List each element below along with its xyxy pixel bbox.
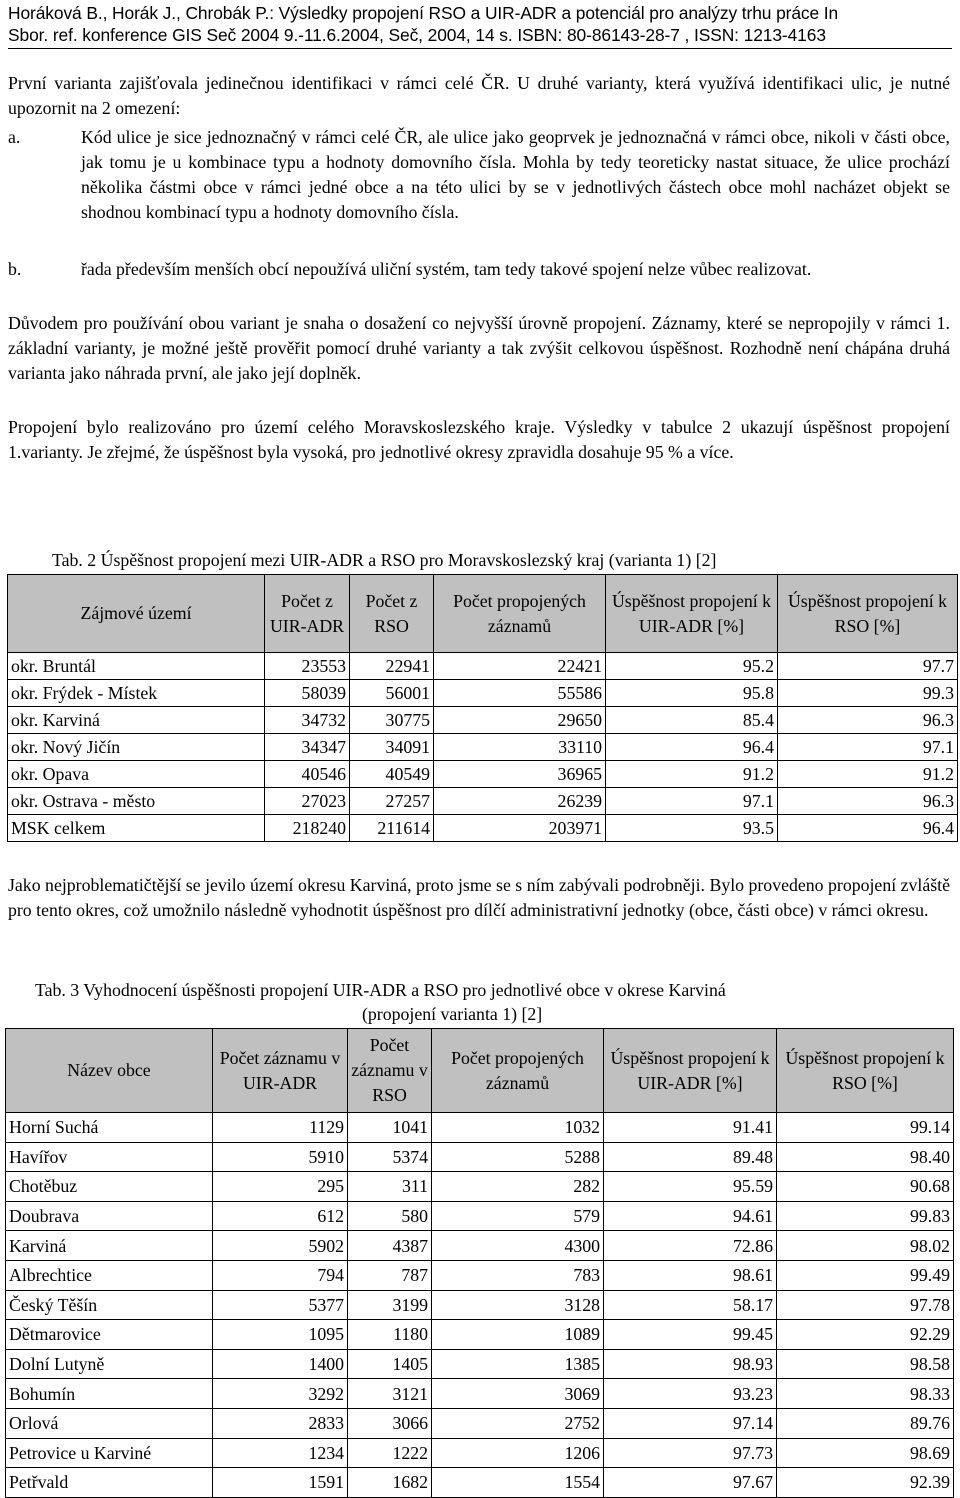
table-3-cell: 98.02 [777,1231,954,1261]
table-3-cell: 99.49 [777,1260,954,1290]
table-3-cell: 1180 [348,1320,432,1350]
table-3-cell: Petrovice u Karviné [6,1438,213,1468]
table-3-cell: Havířov [6,1142,213,1172]
table-3-cell: 612 [213,1201,348,1231]
table-3-cell: Petřvald [6,1468,213,1498]
table-2-cell: 85.4 [606,707,778,734]
table-2-cell: 36965 [434,761,606,788]
table-2-cell: 96.4 [606,734,778,761]
table-2-cell: 97.1 [778,734,958,761]
table-3-cell: 90.68 [777,1172,954,1202]
table-3-cell: Dětmarovice [6,1320,213,1350]
table-3-cell: Dolní Lutyně [6,1349,213,1379]
reason-paragraph: Důvodem pro používání obou variant je snaha o dosažení co nejvyšší úrovně propojení. Záznamy, které se nepropojily v rámci 1. základní varianty, je možné ještě prověřit pomocí druhé varianty a tak zvýšit celkovou úspěšnost. Rozhodně není chápána druhá varianta jako náhrada první, ale jako její doplněk. [8,313,950,383]
table-2-cell: 56001 [350,680,434,707]
table-3-cell: 4387 [348,1231,432,1261]
list-item-b-text: řada především menších obcí nepoužívá uliční systém, tam tedy takové spojení nelze vůbec realizovat. [81,259,812,279]
table-3-cell: 98.40 [777,1142,954,1172]
table-3-header-cell: Počet propojených záznamů [432,1029,604,1113]
table-3-cell: Chotěbuz [6,1172,213,1202]
table-2-row [8,815,958,842]
table-3-cell: 3066 [348,1408,432,1438]
table-2-cell: okr. Frýdek - Místek [8,680,265,707]
table-3-cell: 1206 [432,1438,604,1468]
table-3-row [6,1349,954,1379]
table-3-cell: Český Těšín [6,1290,213,1320]
table-3-row [6,1260,954,1290]
table-3-cell: 3199 [348,1290,432,1320]
table-2-cell: 27023 [265,788,350,815]
table-3-cell: 5377 [213,1290,348,1320]
table-3-cell: 72.86 [604,1231,777,1261]
table-3-cell: 95.59 [604,1172,777,1202]
table-3-cell: 3128 [432,1290,604,1320]
table-2-row [8,788,958,815]
table-3-row [6,1379,954,1409]
table-3-cell: 91.41 [604,1113,777,1143]
table-3-header-cell: Počet záznamu v RSO [348,1029,432,1113]
table-3-cell: 97.67 [604,1468,777,1498]
table-3-row [6,1320,954,1350]
table-3-cell: 2752 [432,1408,604,1438]
region-paragraph: Propojení bylo realizováno pro území celého Moravskoslezského kraje. Výsledky v tabulce 2 ukazují úspěšnost propojení 1.varianty. Je zřejmé, že úspěšnost byla vysoká, pro jednotlivé okresy zpravidla dosahuje 95 % a více. [8,417,950,462]
header-rule [8,48,952,49]
table-3-cell: 98.61 [604,1260,777,1290]
list-item-a [8,125,950,250]
table-2-body [8,653,958,842]
table-2-cell: 26239 [434,788,606,815]
table-2-cell: 93.5 [606,815,778,842]
table-3-header-cell: Úspěšnost propojení k UIR-ADR [%] [604,1029,777,1113]
table-2-row [8,734,958,761]
table-2-cell: 97.7 [778,653,958,680]
table-3-row [6,1201,954,1231]
table-3-row [6,1408,954,1438]
table-3-cell: 783 [432,1260,604,1290]
table-3-row [6,1438,954,1468]
table-3-cell: 3069 [432,1379,604,1409]
list-item-a-label: a. [8,127,21,147]
table-3-cell: 89.48 [604,1142,777,1172]
table-3-caption-line-1: Tab. 3 Vyhodnocení úspěšnosti propojení UIR-ADR a RSO pro jednotlivé obce v okrese Karviná [35,980,726,1000]
table-3-cell: 1089 [432,1320,604,1350]
table-2-cell: 203971 [434,815,606,842]
table-2 [7,574,958,842]
table-2-cell: 40546 [265,761,350,788]
karvina-paragraph: Jako nejproblematičtější se jevilo území okresu Karviná, proto jsme se s ním zabývali podrobněji. Bylo provedeno propojení zvláště pro tento okres, což umožnilo následně vyhodnotit úspěšnost pro dílčí administrativní jednotky (obce, části obce) v rámci okresu. [8,875,950,920]
table-3-cell: 580 [348,1201,432,1231]
table-2-cell: 218240 [265,815,350,842]
table-2-cell: 91.2 [778,761,958,788]
table-3-caption-line-2: (propojení varianta 1) [2] [362,1004,543,1024]
table-3-cell: 1032 [432,1113,604,1143]
table-3-cell: 1405 [348,1349,432,1379]
table-3-cell: 99.45 [604,1320,777,1350]
table-3-row [6,1231,954,1261]
list-item-b [8,257,950,307]
table-2-cell: 34347 [265,734,350,761]
table-3-cell: 97.73 [604,1438,777,1468]
table-2-row [8,761,958,788]
table-2-cell: okr. Ostrava - město [8,788,265,815]
table-3-cell: 579 [432,1201,604,1231]
list-item-a-text: Kód ulice je sice jednoznačný v rámci celé ČR, ale ulice jako geoprvek je jednoznačná v rámci obce, nikoli v části obce, jak tomu je u kombinace typu a hodnoty domovního čísla. Mohla by tedy teoreticky nastat situace, že ulice prochází několika částmi obce v rámci jedné obce a na této ulici by se v jednotlivých částech obce mohl nacházet objekt se shodnou kombinací typu a hodnoty domovního čísla. [81,127,950,222]
table-3-cell: 93.23 [604,1379,777,1409]
table-3-cell: 2833 [213,1408,348,1438]
table-2-cell: MSK celkem [8,815,265,842]
table-3-cell: 282 [432,1172,604,1202]
table-3-row [6,1113,954,1143]
page-header [8,2,956,46]
table-2-cell: 29650 [434,707,606,734]
table-3-cell: 98.33 [777,1379,954,1409]
table-3-cell: 1385 [432,1349,604,1379]
table-3-header-cell: Název obce [6,1029,213,1113]
table-2-cell: 55586 [434,680,606,707]
table-2-caption: Tab. 2 Úspěšnost propojení mezi UIR-ADR a RSO pro Moravskoslezský kraj (varianta 1) [2] [52,550,717,570]
table-3-cell: 3121 [348,1379,432,1409]
table-3-cell: 1400 [213,1349,348,1379]
table-3-cell: 1129 [213,1113,348,1143]
table-3-header-cell: Počet záznamu v UIR-ADR [213,1029,348,1113]
table-3-cell: 92.39 [777,1468,954,1498]
table-2-cell: 30775 [350,707,434,734]
list-item-b-label: b. [8,259,22,279]
table-3-header-cell: Úspěšnost propojení k RSO [%] [777,1029,954,1113]
table-3-cell: Doubrava [6,1201,213,1231]
table-2-cell: okr. Opava [8,761,265,788]
table-2-row [8,653,958,680]
table-2-header-cell: Úspěšnost propojení k RSO [%] [778,575,958,653]
table-2-row [8,707,958,734]
table-2-cell: 99.3 [778,680,958,707]
table-2-cell: okr. Bruntál [8,653,265,680]
table-3-cell: 99.14 [777,1113,954,1143]
table-3-row [6,1290,954,1320]
table-2-cell: 22941 [350,653,434,680]
table-3-cell: 5374 [348,1142,432,1172]
table-3-cell: 5910 [213,1142,348,1172]
table-3-cell: 99.83 [777,1201,954,1231]
table-3-cell: 5902 [213,1231,348,1261]
table-3-cell: Karviná [6,1231,213,1261]
table-2-cell: 40549 [350,761,434,788]
table-2-header-cell: Počet z UIR-ADR [265,575,350,653]
table-3-cell: 1234 [213,1438,348,1468]
table-3-cell: 787 [348,1260,432,1290]
table-3-row [6,1468,954,1498]
table-3 [5,1028,954,1498]
table-2-cell: 95.2 [606,653,778,680]
table-3-cell: 58.17 [604,1290,777,1320]
table-3-cell: 97.14 [604,1408,777,1438]
table-2-cell: 96.3 [778,707,958,734]
table-3-cell: 1591 [213,1468,348,1498]
table-2-cell: 23553 [265,653,350,680]
table-3-header-row [6,1029,954,1113]
header-line-1: Horáková B., Horák J., Chrobák P.: Výsledky propojení RSO a UIR-ADR a potenciál pro analýzy trhu práce In [8,3,839,23]
table-2-cell: 95.8 [606,680,778,707]
table-3-cell: 295 [213,1172,348,1202]
table-2-cell: 27257 [350,788,434,815]
intro-paragraph: První varianta zajišťovala jedinečnou identifikaci v rámci celé ČR. U druhé varianty, která využívá identifikaci ulic, je nutné upozornit na 2 omezení: [8,73,950,118]
table-3-cell: 1222 [348,1438,432,1468]
table-2-header-row [8,575,958,653]
table-2-cell: 96.3 [778,788,958,815]
table-2-cell: 33110 [434,734,606,761]
table-3-cell: 311 [348,1172,432,1202]
table-3-cell: 1095 [213,1320,348,1350]
table-3-cell: Orlová [6,1408,213,1438]
table-3-cell: 98.69 [777,1438,954,1468]
table-3-cell: 89.76 [777,1408,954,1438]
table-2-cell: okr. Nový Jičín [8,734,265,761]
table-3-body [6,1113,954,1498]
table-2-header-cell: Zájmové území [8,575,265,653]
table-2-header-cell: Počet z RSO [350,575,434,653]
table-3-cell: 92.29 [777,1320,954,1350]
table-2-cell: 22421 [434,653,606,680]
table-2-row [8,680,958,707]
table-3-cell: 4300 [432,1231,604,1261]
table-2-cell: 97.1 [606,788,778,815]
table-2-header-cell: Úspěšnost propojení k UIR-ADR [%] [606,575,778,653]
table-2-cell: 91.2 [606,761,778,788]
table-2-cell: okr. Karviná [8,707,265,734]
table-3-cell: 98.93 [604,1349,777,1379]
table-3-cell: 97.78 [777,1290,954,1320]
table-3-row [6,1172,954,1202]
header-line-2: Sbor. ref. konference GIS Seč 2004 9.-11.6.2004, Seč, 2004, 14 s. ISBN: 80-86143-28-7 , ISSN: 1213-4163 [8,25,826,45]
table-3-cell: 1041 [348,1113,432,1143]
table-2-header-cell: Počet propojených záznamů [434,575,606,653]
table-2-cell: 34732 [265,707,350,734]
table-2-cell: 34091 [350,734,434,761]
table-3-cell: 5288 [432,1142,604,1172]
table-3-row [6,1142,954,1172]
table-2-cell: 58039 [265,680,350,707]
table-3-cell: 794 [213,1260,348,1290]
table-2-cell: 96.4 [778,815,958,842]
table-3-cell: 1682 [348,1468,432,1498]
table-3-cell: 98.58 [777,1349,954,1379]
table-3-cell: 1554 [432,1468,604,1498]
table-3-cell: Bohumín [6,1379,213,1409]
table-3-cell: 94.61 [604,1201,777,1231]
table-2-cell: 211614 [350,815,434,842]
table-3-cell: 3292 [213,1379,348,1409]
table-3-cell: Horní Suchá [6,1113,213,1143]
table-3-cell: Albrechtice [6,1260,213,1290]
